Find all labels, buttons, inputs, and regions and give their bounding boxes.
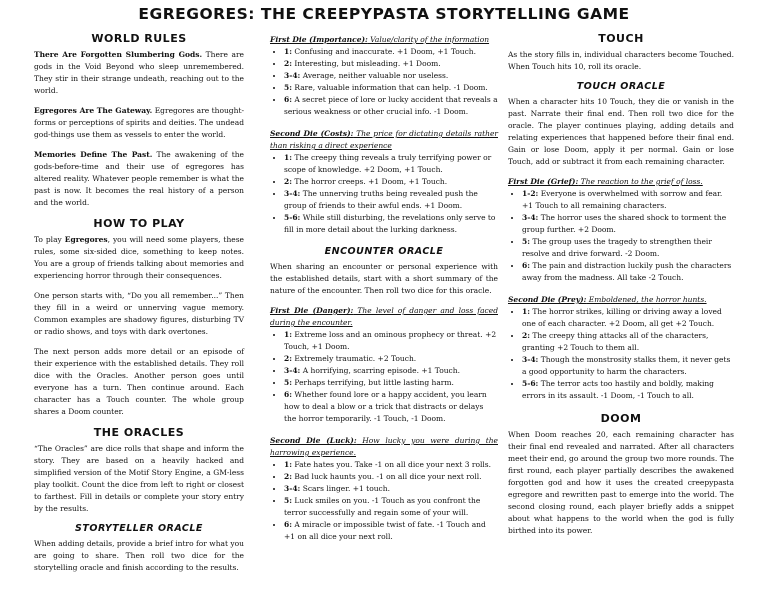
list-item xyxy=(284,46,498,58)
die-desc: Value/clarity of the information xyxy=(367,35,490,44)
rule-text: The awakening of the gods-before-time and their use of egregores has altered reality. Whatever people remember is what the past is now. It becomes the real history of a person and the world. xyxy=(34,150,244,207)
list-item xyxy=(522,188,734,212)
roll-effect: Extreme loss and an ominous prophecy or threat. +2 Touch, +1 Doom. xyxy=(284,330,497,351)
die-desc: The reaction to the grief of loss. xyxy=(578,177,703,186)
how-paragraph-1 xyxy=(34,234,244,282)
roll-effect: Bad luck haunts you. -1 on all dice your next roll. xyxy=(292,472,482,481)
world-rules-heading: WORLD RULES xyxy=(91,32,187,45)
list-item xyxy=(284,459,498,471)
rule-lead: Egregores Are The Gateway. xyxy=(34,106,153,115)
roll-result: 1: xyxy=(284,153,292,162)
roll-effect: Though the monstrosity stalks them, it never gets a good opportunity to harm the characters. xyxy=(522,355,731,376)
list-item xyxy=(284,58,498,70)
column-left xyxy=(34,32,244,582)
encounter-oracle-heading: ENCOUNTER ORACLE xyxy=(324,246,444,257)
roll-effect: A miracle or impossible twist of fate. -1 Touch and +1 on all dice your next roll. xyxy=(284,520,486,541)
danger-list xyxy=(270,329,498,425)
list-item xyxy=(284,519,498,543)
roll-effect: A secret piece of lore or lucky accident that reveals a serious weakness or other crucial info. -1 Doom. xyxy=(284,95,498,116)
doom-paragraph: When Doom reaches 20, each remaining character has their final end revealed and narrated. After all characters meet their end, go around the group two more rounds. The first round, each player partially describes the awakened forgotten god and how it uses the created creepypasta egregore and rewritten past to emerge into the world. The second closing round, each player briefly adds a snippet about what happens to the world when the god is fully birthed into its power. xyxy=(508,430,734,535)
doom-heading: DOOM xyxy=(600,412,642,425)
list-item xyxy=(522,306,734,330)
die-label: Second Die (Prey): xyxy=(508,295,587,304)
roll-effect: The unnerving truths being revealed push the group of friends to their awful ends. +1 Doom. xyxy=(284,189,478,210)
roll-result: 5: xyxy=(284,496,292,505)
how-text: , you will need some players, these rules, some six-sided dice, something to keep notes. You are a group of friends talking about memories and experiencing horror through their consequences. xyxy=(34,235,244,280)
roll-effect: The terror acts too hastily and boldly, making errors in its assault. -1 Doom, -1 Touch to all. xyxy=(522,379,714,400)
roll-result: 6: xyxy=(522,261,530,270)
first-die-danger-label xyxy=(270,305,498,329)
roll-result: 2: xyxy=(522,331,530,340)
list-item xyxy=(284,94,498,118)
rule-paragraph xyxy=(34,149,244,209)
roll-effect: Whether found lore or a happy accident, you learn how to deal a blow or a trick that distracts or delays the horror temporarily. -1 Touch, -1 Doom. xyxy=(284,390,487,423)
list-item xyxy=(284,483,498,495)
list-item xyxy=(522,330,734,354)
touch-oracle-heading: TOUCH ORACLE xyxy=(576,81,666,92)
roll-result: 5-6: xyxy=(284,213,301,222)
grief-list xyxy=(508,188,734,284)
list-item xyxy=(522,212,734,236)
roll-result: 6: xyxy=(284,520,292,529)
roll-result: 5: xyxy=(284,378,292,387)
game-name: Egregores xyxy=(64,235,108,244)
die-desc: The level of danger and loss faced during the encounter. xyxy=(270,306,498,327)
roll-effect: Extremely traumatic. +2 Touch. xyxy=(292,354,417,363)
roll-effect: The pain and distraction luckily push the characters away from the madness. All take -2 Touch. xyxy=(522,261,732,282)
die-desc: Emboldened, the horror hunts. xyxy=(586,295,707,304)
list-item xyxy=(284,365,498,377)
list-item xyxy=(284,176,498,188)
list-item xyxy=(522,260,734,284)
die-desc: How lucky you were during the harrowing experience. xyxy=(270,436,498,457)
how-paragraph-3: The next person adds more detail or an episode of their experience with the established details. They roll dice with the Oracles. Another person goes until everyone has a turn. Then continue around. Each character has a Touch counter. The whole group shares a Doom counter. xyxy=(34,347,244,416)
roll-result: 2: xyxy=(284,354,292,363)
importance-list xyxy=(270,46,498,118)
second-die-costs-label xyxy=(270,128,498,152)
storyteller-paragraph: When adding details, provide a brief intro for what you are going to share. Then roll two dice for the storytelling oracle and finish according to the results. xyxy=(34,539,244,572)
prey-list xyxy=(508,306,734,402)
list-item xyxy=(284,188,498,212)
roll-result: 2: xyxy=(284,472,292,481)
list-item xyxy=(284,389,498,425)
list-item xyxy=(284,212,498,236)
how-text: To play xyxy=(34,235,65,244)
roll-result: 5-6: xyxy=(522,379,539,388)
roll-effect: Fate hates you. Take -1 on all dice your next 3 rolls. xyxy=(292,460,492,469)
oracles-heading: THE ORACLES xyxy=(93,426,185,439)
costs-list xyxy=(270,152,498,236)
roll-effect: A horrifying, scarring episode. +1 Touch. xyxy=(300,366,460,375)
rule-lead: There Are Forgotten Slumbering Gods. xyxy=(34,50,203,59)
touch-oracle-paragraph: When a character hits 10 Touch, they die or vanish in the past. Narrate their final end. Then roll two dice for the oracle. The player continues playing, adding details and relating experiences that happened before their final end. Gain or lose Doom, apply it per normal. Gain or lose Touch, add or subtract it from each remaining character. xyxy=(508,97,734,166)
roll-result: 1: xyxy=(522,307,530,316)
how-to-play-heading: HOW TO PLAY xyxy=(93,217,185,230)
list-item xyxy=(284,471,498,483)
encounter-paragraph: When sharing an encounter or personal experience with the established details, start with a short summary of the nature of the encounter. Then roll two dice for this oracle. xyxy=(270,262,498,295)
list-item xyxy=(522,354,734,378)
rule-text: Egregores are thought-forms or perceptions of spirits and deities. The undead god-things use them as vessels to enter the world. xyxy=(34,106,244,139)
list-item xyxy=(522,236,734,260)
roll-result: 3-4: xyxy=(284,484,301,493)
roll-effect: Rare, valuable information that can help. -1 Doom. xyxy=(292,83,488,92)
list-item xyxy=(284,329,498,353)
roll-result: 3-4: xyxy=(522,213,539,222)
roll-effect: The group uses the tragedy to strengthen their resolve and drive forward. -2 Doom. xyxy=(522,237,712,258)
first-die-importance-label xyxy=(270,34,498,46)
roll-effect: Luck smiles on you. -1 Touch as you confront the terror successfully and regain some of your will. xyxy=(284,496,481,517)
roll-effect: The creepy thing attacks all of the characters, granting +2 Touch to them all. xyxy=(522,331,709,352)
roll-effect: The horror uses the shared shock to torment the group further. +2 Doom. xyxy=(522,213,727,234)
roll-result: 6: xyxy=(284,390,292,399)
roll-effect: Interesting, but misleading. +1 Doom. xyxy=(292,59,441,68)
first-die-grief-label xyxy=(508,176,734,188)
rule-paragraph xyxy=(34,49,244,97)
roll-result: 1: xyxy=(284,330,292,339)
roll-effect: Perhaps terrifying, but little lasting harm. xyxy=(292,378,454,387)
roll-effect: While still disturbing, the revelations only serve to fill in more detail about the lurking darkness. xyxy=(284,213,496,234)
roll-result: 5: xyxy=(522,237,530,246)
die-desc: The price for dictating details rather than risking a direct experience xyxy=(270,129,498,150)
rule-text: There are gods in the Void Beyond who sleep unremembered. They stir in their strange undeath, reaching out to the world. xyxy=(34,50,245,95)
die-label: First Die (Grief): xyxy=(508,177,579,186)
page-title: EGREGORES: THE CREEPYPASTA STORYTELLING GAME xyxy=(138,5,630,23)
roll-effect: Everyone is overwhelmed with sorrow and fear. +1 Touch to all remaining characters. xyxy=(522,189,723,210)
roll-effect: Average, neither valuable nor useless. xyxy=(300,71,449,80)
roll-result: 3-4: xyxy=(284,366,301,375)
column-middle xyxy=(270,34,498,553)
roll-result: 2: xyxy=(284,59,292,68)
die-label: Second Die (Costs): xyxy=(270,129,354,138)
roll-effect: Confusing and inaccurate. +1 Doom, +1 Touch. xyxy=(292,47,477,56)
list-item xyxy=(284,152,498,176)
second-die-luck-label xyxy=(270,435,498,459)
die-label: First Die (Importance): xyxy=(270,35,368,44)
roll-result: 3-4: xyxy=(284,189,301,198)
roll-result: 6: xyxy=(284,95,292,104)
roll-result: 3-4: xyxy=(284,71,301,80)
list-item xyxy=(284,70,498,82)
list-item xyxy=(284,353,498,365)
list-item xyxy=(522,378,734,402)
column-right xyxy=(508,32,734,545)
die-label: First Die (Danger): xyxy=(270,306,354,315)
oracles-paragraph: “The Oracles” are dice rolls that shape and inform the story. They are based on a heavily hacked and simplified version of the Motif Story Engine, a GM-less play toolkit. Count the dice from left to right or closest to farthest. Fill in details or complete your story entry by the results. xyxy=(34,444,244,513)
list-item xyxy=(284,82,498,94)
die-label: Second Die (Luck): xyxy=(270,436,357,445)
rule-paragraph xyxy=(34,105,244,141)
rule-lead: Memories Define The Past. xyxy=(34,150,153,159)
roll-result: 1-2: xyxy=(522,189,539,198)
roll-result: 1: xyxy=(284,460,292,469)
roll-effect: Scars linger. +1 touch. xyxy=(300,484,390,493)
luck-list xyxy=(270,459,498,543)
list-item xyxy=(284,495,498,519)
roll-effect: The creepy thing reveals a truly terrifying power or scope of knowledge. +2 Doom, +1 Touch. xyxy=(284,153,492,174)
roll-result: 2: xyxy=(284,177,292,186)
storyteller-oracle-heading: STORYTELLER ORACLE xyxy=(75,523,203,534)
touch-paragraph: As the story fills in, individual characters become Touched. When Touch hits 10, roll its oracle. xyxy=(508,50,734,71)
second-die-prey-label xyxy=(508,294,734,306)
roll-result: 1: xyxy=(284,47,292,56)
roll-result: 3-4: xyxy=(522,355,539,364)
how-paragraph-2: One person starts with, “Do you all remember...” Then they fill in a weird or unnerving vague memory. Common examples are shadowy figures, disturbing TV or radio shows, and toys with dark overtones. xyxy=(34,291,244,336)
roll-result: 5: xyxy=(284,83,292,92)
touch-heading: TOUCH xyxy=(598,32,644,45)
roll-effect: The horror strikes, killing or driving away a loved one of each character. +2 Doom, all get +2 Touch. xyxy=(522,307,722,328)
roll-effect: The horror creeps. +1 Doom, +1 Touch. xyxy=(292,177,448,186)
list-item xyxy=(284,377,498,389)
